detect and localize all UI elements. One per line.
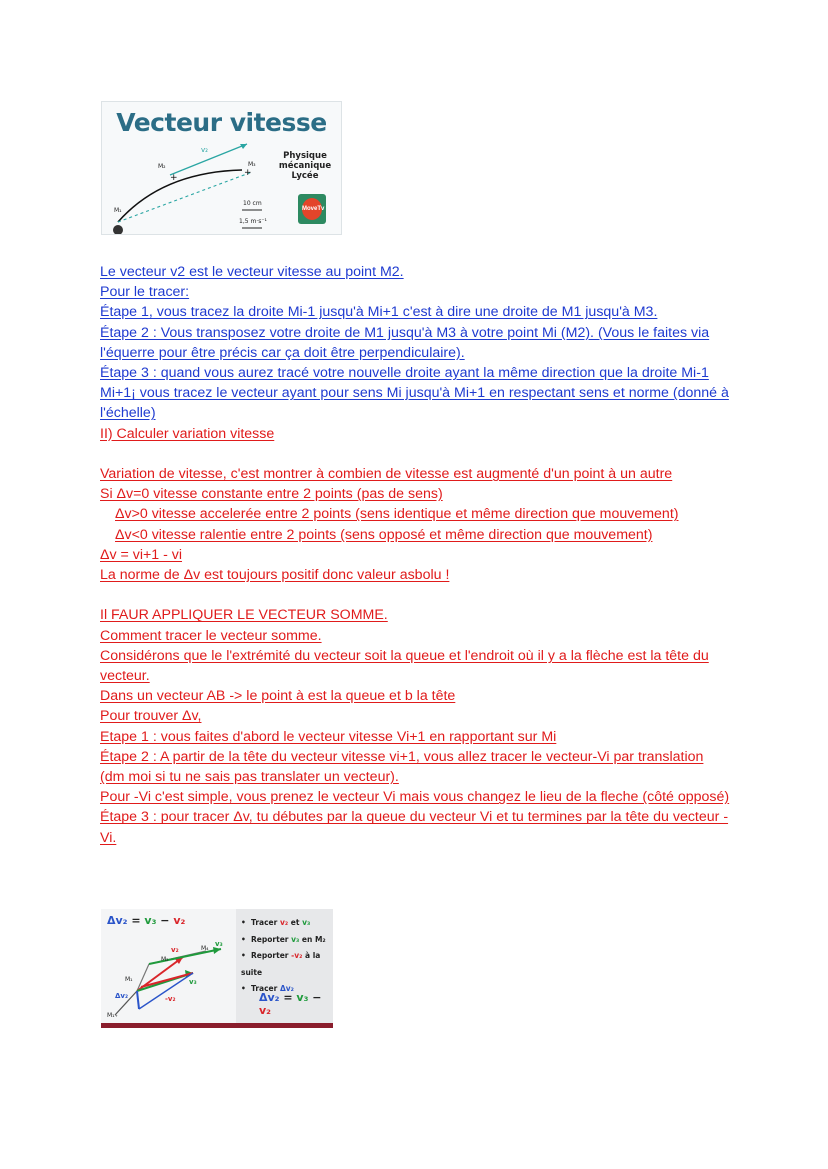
logo-badge: MoveTv [298, 194, 326, 224]
figure-vecteur-vitesse [101, 101, 342, 235]
formula: Δv = vi+1 - vi [100, 546, 183, 563]
svg-text:+: + [244, 168, 252, 178]
paragraph: La norme de Δv est toujours positif donc valeur asbolu ! [100, 567, 450, 584]
notes-text [100, 262, 730, 848]
steps-list [241, 915, 333, 998]
svg-text:M₄: M₄ [201, 945, 209, 952]
paragraph: Étape 2 : Vous transposez votre droite de M1 jusqu'à M3 à votre point Mi (M2). (Vous le faites via l'équerre pour être précis car ça doit être perpendiculaire). [100, 324, 710, 361]
paragraph: Étape 2 : A partir de la tête du vecteur vitesse vi+1, vous allez tracer le vecteur-Vi par translation (dm moi si tu ne sais pas translater un vecteur). [100, 748, 704, 786]
scale-length-label: 10 cm [243, 200, 262, 207]
paragraph: Pour -Vi c'est simple, vous prenez le vecteur Vi mais vous changez le lieu de la fleche (côté opposé) [100, 789, 730, 806]
section-heading: II) Calculer variation vitesse [100, 425, 275, 442]
paragraph: Comment tracer le vecteur somme. [100, 627, 322, 644]
paragraph: Le vecteur v2 est le vecteur vitesse au point M2. [100, 264, 404, 280]
figure-footer-bar [101, 1023, 333, 1028]
figure-title: Vecteur vitesse [116, 108, 327, 137]
equation-bottom: Δv₂ = v₃ − v₂ [259, 991, 322, 1017]
figure-side-text: Physique mécanique Lycée [278, 151, 332, 181]
paragraph: Étape 3 : pour tracer Δv, tu débutes par la queue du vecteur Vi et tu termines par la tête du vecteur -Vi. [100, 809, 729, 846]
svg-text:M₂: M₂ [161, 956, 169, 963]
svg-text:+: + [170, 173, 178, 183]
figure-vecteur-somme [101, 909, 333, 1028]
paragraph: Étape 1, vous tracez la droite Mi-1 jusqu'à Mi+1 c'est à dire une droite de M1 jusqu'à M3. [100, 304, 658, 321]
paragraph: Δv>0 vitesse accelerée entre 2 points (sens identique et même direction que mouvement) [115, 506, 679, 523]
paragraph: Considérons que le l'extrémité du vecteur soit la queue et l'endroit où il y a la flèche est la tête du vecteur. [100, 647, 709, 685]
scale-speed-label: 1,5 m·s⁻¹ [239, 218, 267, 225]
paragraph: Variation de vitesse, c'est montrer à combien de vitesse est augmenté d'un point à un autre [100, 466, 673, 483]
svg-text:Δv₂: Δv₂ [115, 992, 129, 1000]
svg-text:v₂: v₂ [171, 946, 179, 954]
svg-text:v₃: v₃ [189, 978, 197, 986]
step-item: • Reporter -v₂ à la suite [241, 951, 321, 977]
paragraph: Etape 1 : vous faites d'abord le vecteur vitesse Vi+1 en rapportant sur Mi [100, 728, 557, 745]
paragraph: Si Δv=0 vitesse constante entre 2 points (pas de sens) [100, 486, 443, 503]
svg-text:M₁: M₁ [125, 976, 133, 983]
paragraph: Étape 3 : quand vous aurez tracé votre nouvelle droite ayant la même direction que la droite Mi-1 Mi+1¡ vous tracez le vecteur ayant pour sens Mi jusqu'à Mi+1 en respectant sens et norme (donné à l'échelle) [100, 365, 729, 422]
svg-text:M₁₊: M₁₊ [107, 1012, 118, 1019]
equation-top: Δv₂ = v₃ − v₂ [107, 914, 186, 927]
vector-sum-diagram [101, 909, 236, 1023]
paragraph: Il FAUR APPLIQUER LE VECTEUR SOMME. [100, 607, 388, 624]
paragraph: Pour trouver Δv, [100, 708, 202, 725]
step-item: • Tracer v₂ et v₃ [241, 918, 311, 927]
paragraph: Pour le tracer: [100, 284, 190, 301]
m1-label: M₁ [114, 207, 122, 214]
paragraph: Dans un vecteur AB -> le point à est la queue et b la tête [100, 688, 456, 705]
step-item: • Tracer Δv₂ [241, 984, 294, 993]
svg-text:-v₂: -v₂ [165, 995, 176, 1003]
step-item: • Reporter v₃ en M₂ [241, 934, 326, 944]
m2-label: M₂ [158, 163, 166, 170]
v2-label: v₂ [201, 146, 208, 154]
m3-label: M₃ [248, 161, 256, 168]
svg-text:v₃: v₃ [215, 940, 223, 948]
paragraph: Δv<0 vitesse ralentie entre 2 points (sens opposé et même direction que mouvement) [115, 526, 653, 543]
